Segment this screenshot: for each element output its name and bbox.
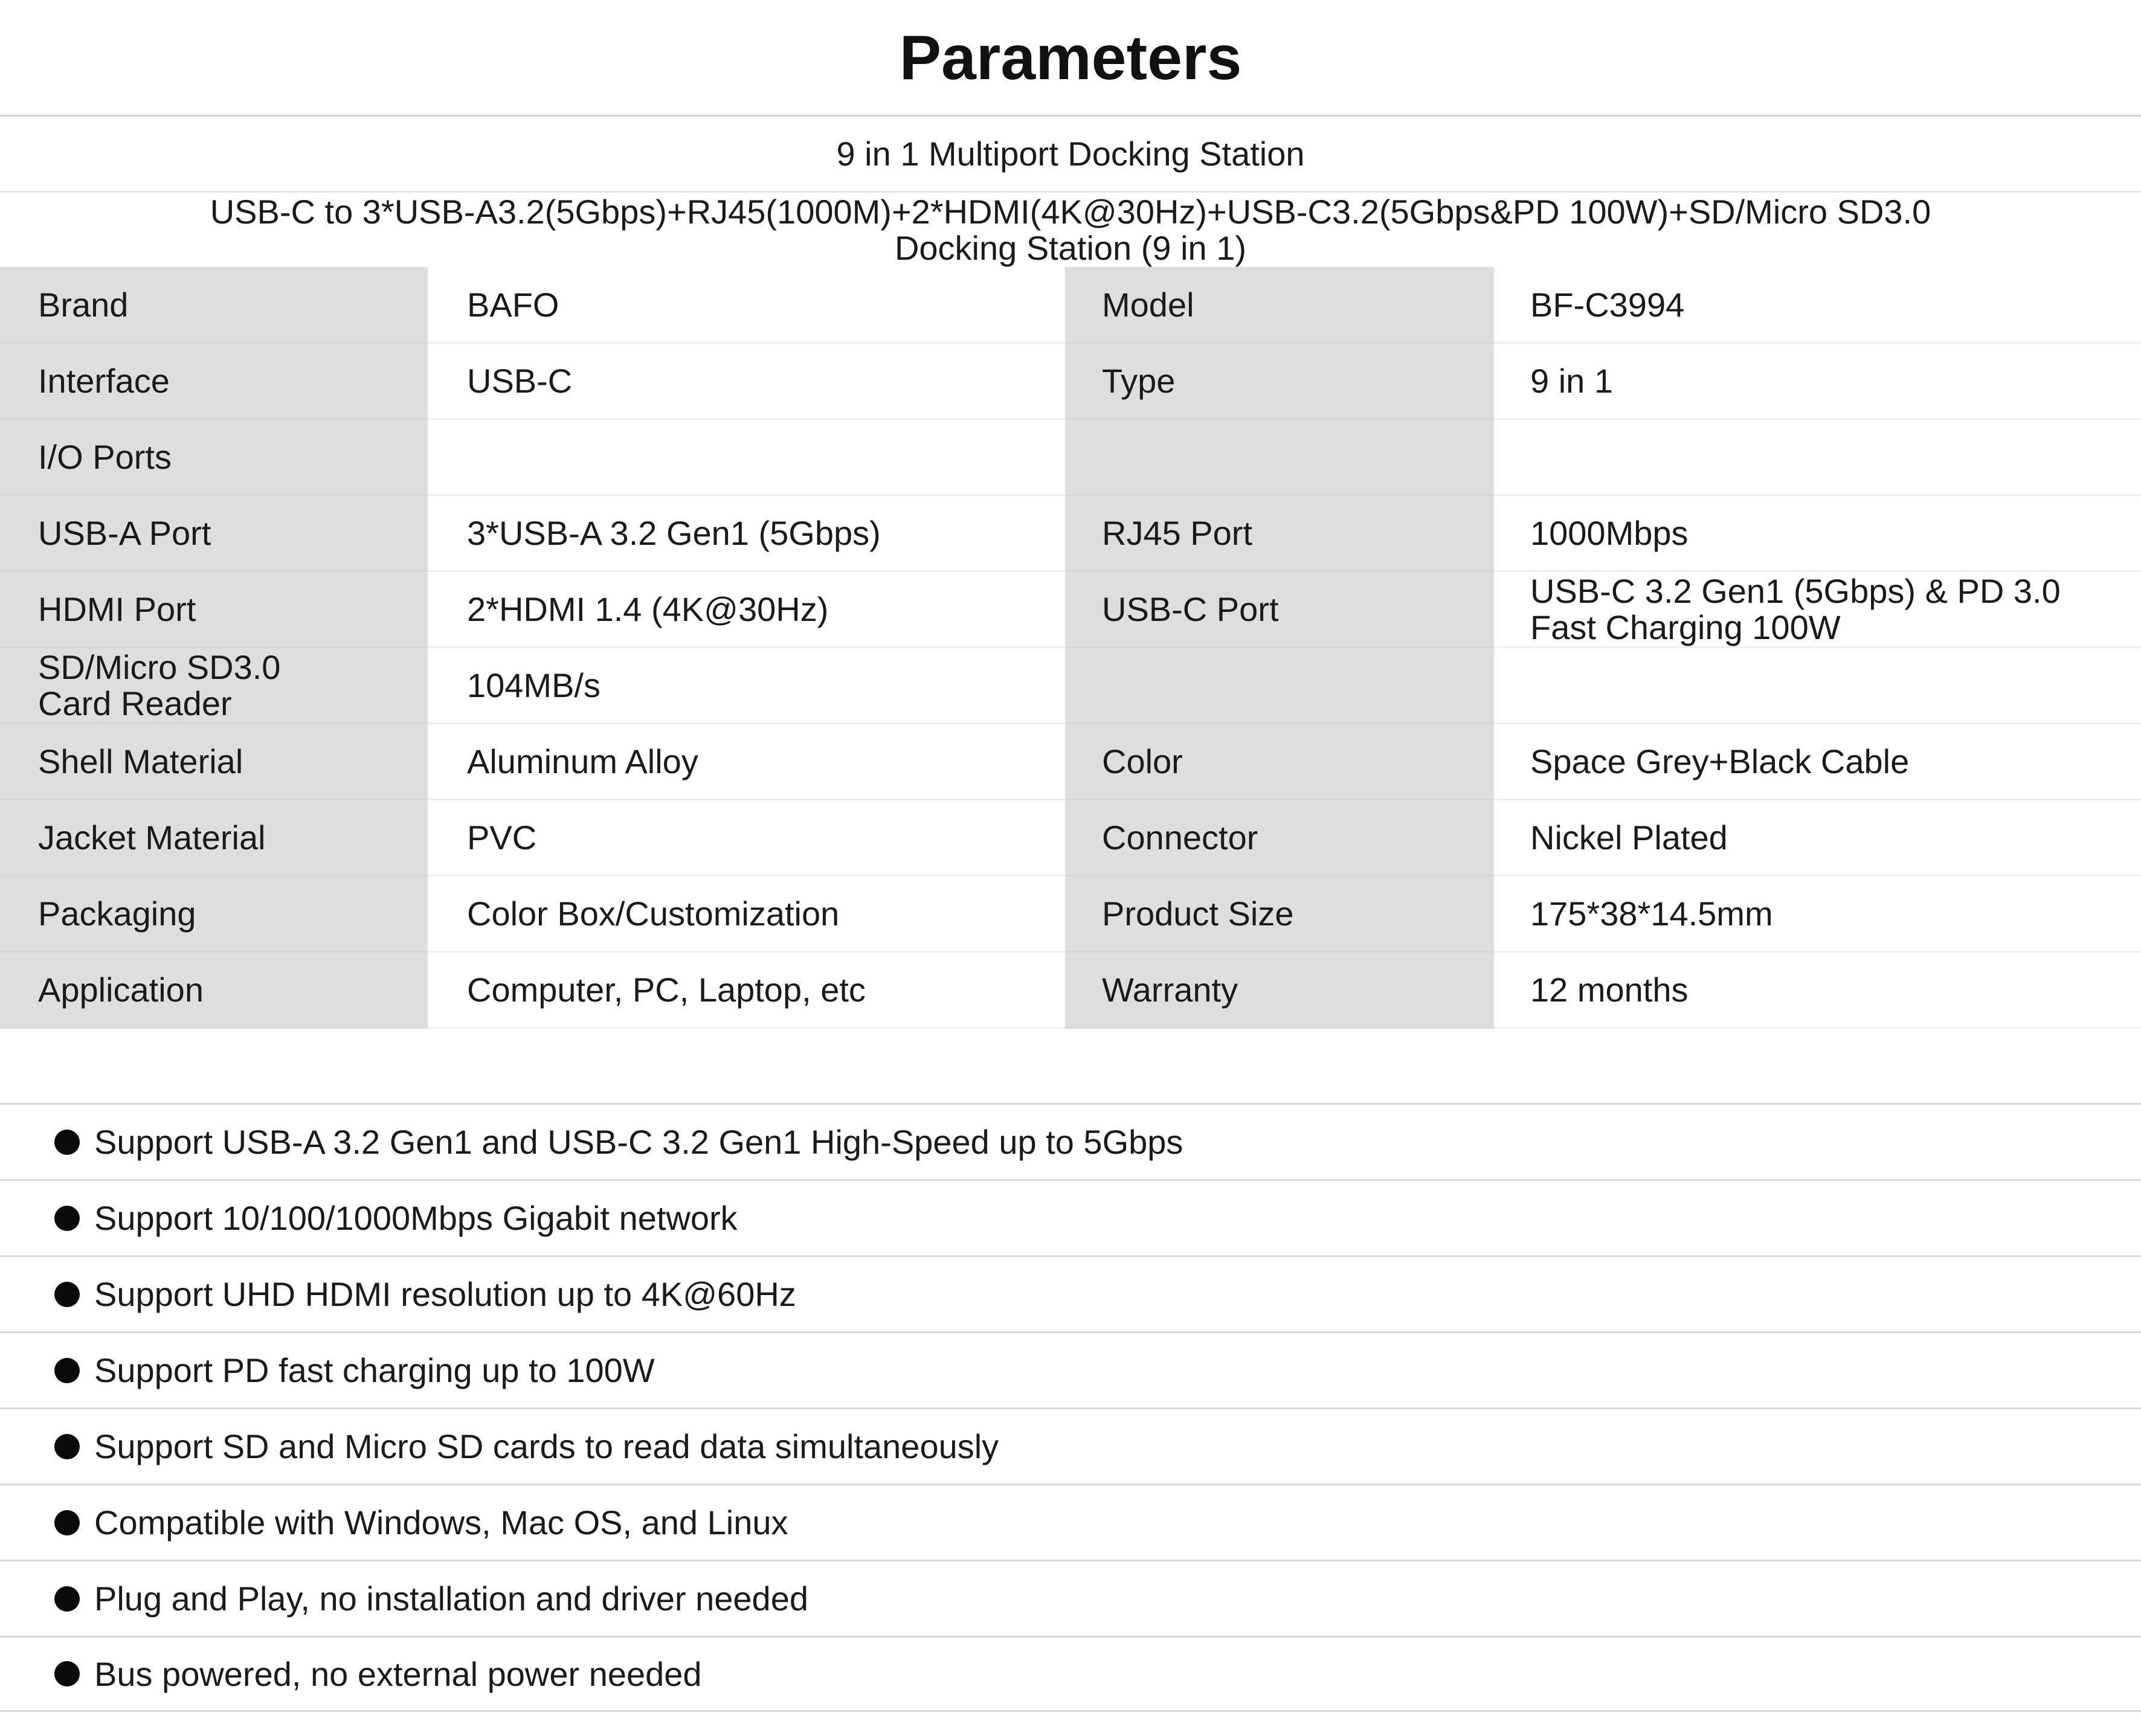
- spec-label-cell: [0, 419, 428, 495]
- feature-item: [0, 1636, 2141, 1712]
- spec-label: Color: [1102, 742, 1183, 780]
- product-description-line-1: USB-C to 3*USB-A3.2(5Gbps)+RJ45(1000M)+2*HDMI(4K@30Hz)+USB-C3.2(5Gbps&PD 100W)+SD/Micro SD3.0: [210, 192, 1931, 231]
- spec-label-cell: [0, 876, 428, 952]
- spec-label: Shell Material: [38, 742, 243, 780]
- row-divider: [428, 951, 1065, 953]
- row-divider: [428, 722, 1065, 724]
- row-divider: [428, 418, 1065, 420]
- spec-label-cell: [1065, 724, 1494, 800]
- spec-row: [0, 571, 2141, 648]
- feature-text: Support USB-A 3.2 Gen1 and USB-C 3.2 Gen1 High-Speed up to 5Gbps: [94, 1123, 1183, 1161]
- spec-label-cell: [1065, 876, 1494, 952]
- spec-label-cell: [1065, 419, 1494, 495]
- spec-value-cell: [1494, 952, 2141, 1028]
- spec-value-cell: [428, 571, 1065, 648]
- feature-text: Plug and Play, no installation and driver needed: [94, 1580, 808, 1618]
- row-divider: [1494, 722, 2141, 724]
- spec-label-cell: [1065, 267, 1494, 343]
- spec-value: USB-C 3.2 Gen1 (5Gbps) & PD 3.0: [1530, 572, 2061, 610]
- spec-row: [0, 343, 2141, 419]
- spec-label: I/O Ports: [38, 438, 172, 476]
- spec-label-cell: [0, 495, 428, 571]
- spec-value: 3*USB-A 3.2 Gen1 (5Gbps): [467, 514, 881, 552]
- spec-label-cell: [1065, 800, 1494, 876]
- spec-value: 1000Mbps: [1530, 514, 1689, 552]
- bullet-icon: [54, 1586, 80, 1612]
- row-divider: [428, 1027, 1065, 1029]
- spec-value-cell: [428, 267, 1065, 343]
- spec-table: [0, 267, 2141, 1028]
- spec-value-cell: [1494, 648, 2141, 724]
- spec-label: Warranty: [1102, 971, 1238, 1009]
- feature-item: [0, 1255, 2141, 1331]
- spec-value-cell: [428, 952, 1065, 1028]
- row-divider: [1494, 646, 2141, 648]
- spec-label: Type: [1102, 362, 1176, 400]
- spec-value: PVC: [467, 818, 537, 857]
- spec-value: 9 in 1: [1530, 362, 1613, 400]
- feature-item: [0, 1407, 2141, 1484]
- feature-item: [0, 1103, 2141, 1179]
- row-divider: [428, 342, 1065, 344]
- spec-value: Color Box/Customization: [467, 895, 840, 933]
- spec-label: Packaging: [38, 895, 196, 933]
- product-name: 9 in 1 Multiport Docking Station: [836, 135, 1305, 173]
- spec-label: Application: [38, 971, 204, 1009]
- spec-label-cell: [0, 952, 428, 1028]
- bullet-icon: [54, 1282, 80, 1307]
- feature-text: Support SD and Micro SD cards to read data simultaneously: [94, 1427, 999, 1465]
- spec-label-cell: [0, 724, 428, 800]
- product-name-row: [0, 117, 2141, 191]
- spec-row: [0, 952, 2141, 1028]
- spec-label-cell: [0, 343, 428, 419]
- spec-row: [0, 495, 2141, 571]
- spec-row: [0, 876, 2141, 952]
- spec-value: Fast Charging 100W: [1530, 608, 1841, 646]
- spec-value: 2*HDMI 1.4 (4K@30Hz): [467, 590, 829, 628]
- bullet-icon: [54, 1510, 80, 1535]
- spec-value-cell: [1494, 343, 2141, 419]
- spec-value-cell: [1494, 876, 2141, 952]
- row-divider: [1494, 418, 2141, 420]
- spec-label: SD/Micro SD3.0: [38, 648, 281, 686]
- spec-label: RJ45 Port: [1102, 514, 1252, 552]
- spec-label: USB-A Port: [38, 514, 211, 552]
- feature-list: [0, 1103, 2141, 1712]
- spec-value: USB-C: [467, 362, 573, 400]
- row-divider: [1494, 494, 2141, 496]
- row-divider: [1494, 875, 2141, 876]
- spec-label: Brand: [38, 286, 129, 324]
- row-divider: [428, 494, 1065, 496]
- spec-row: [0, 800, 2141, 876]
- bullet-icon: [54, 1661, 80, 1686]
- spec-value-cell: [428, 724, 1065, 800]
- spec-value-cell: [428, 343, 1065, 419]
- spec-value-cell: [428, 419, 1065, 495]
- spec-value: BF-C3994: [1530, 286, 1685, 324]
- bullet-icon: [54, 1206, 80, 1231]
- spec-label: Connector: [1102, 818, 1258, 857]
- spec-label: Interface: [38, 362, 170, 400]
- spec-label: Card Reader: [38, 684, 232, 722]
- spec-label-cell: [1065, 648, 1494, 724]
- feature-text: Support UHD HDMI resolution up to 4K@60Hz: [94, 1275, 796, 1313]
- spec-label-cell: [1065, 952, 1494, 1028]
- row-divider: [428, 646, 1065, 648]
- spec-value: BAFO: [467, 286, 559, 324]
- spec-value-cell: [1494, 571, 2141, 648]
- spec-value-cell: [1494, 267, 2141, 343]
- bullet-icon: [54, 1358, 80, 1383]
- feature-text: Bus powered, no external power needed: [94, 1654, 702, 1693]
- spec-label-cell: [0, 267, 428, 343]
- spec-value-cell: [1494, 419, 2141, 495]
- product-description-line-2: Docking Station (9 in 1): [894, 228, 1247, 267]
- spec-value-cell: [428, 800, 1065, 876]
- row-divider: [428, 570, 1065, 572]
- spec-value: 175*38*14.5mm: [1530, 895, 1773, 933]
- feature-item: [0, 1331, 2141, 1407]
- spec-value-cell: [1494, 724, 2141, 800]
- spec-label: Product Size: [1102, 895, 1294, 933]
- feature-item: [0, 1484, 2141, 1560]
- spec-row: [0, 267, 2141, 343]
- page-title: Parameters: [899, 22, 1242, 93]
- row-divider: [1494, 342, 2141, 344]
- spec-label-cell: [1065, 495, 1494, 571]
- spec-row: [0, 724, 2141, 800]
- spec-value: Nickel Plated: [1530, 818, 1728, 857]
- spec-label: HDMI Port: [38, 590, 196, 628]
- spec-label: Jacket Material: [38, 818, 266, 857]
- spec-value-cell: [1494, 800, 2141, 876]
- spec-label: USB-C Port: [1102, 590, 1279, 628]
- feature-text: Compatible with Windows, Mac OS, and Linux: [94, 1503, 788, 1542]
- spec-value-cell: [428, 495, 1065, 571]
- spec-value-cell: [428, 648, 1065, 724]
- bullet-icon: [54, 1434, 80, 1459]
- feature-text: Support PD fast charging up to 100W: [94, 1351, 655, 1389]
- spec-label-cell: [1065, 571, 1494, 648]
- feature-text: Support 10/100/1000Mbps Gigabit network: [94, 1199, 738, 1237]
- product-description-row: [0, 193, 2141, 267]
- row-divider: [428, 799, 1065, 800]
- spec-label-cell: [1065, 343, 1494, 419]
- spec-value: Computer, PC, Laptop, etc: [467, 971, 866, 1009]
- spec-label-cell: [0, 648, 428, 724]
- spec-value: Aluminum Alloy: [467, 742, 698, 780]
- spec-value-cell: [1494, 495, 2141, 571]
- row-divider: [428, 875, 1065, 876]
- feature-item: [0, 1179, 2141, 1255]
- spec-value-cell: [428, 876, 1065, 952]
- feature-item: [0, 1560, 2141, 1636]
- spec-value: 104MB/s: [467, 666, 600, 704]
- bullet-icon: [54, 1130, 80, 1155]
- row-divider: [1494, 799, 2141, 800]
- row-divider: [1494, 570, 2141, 572]
- row-divider: [1494, 1027, 2141, 1029]
- row-divider: [1494, 951, 2141, 953]
- spec-value: Space Grey+Black Cable: [1530, 742, 1910, 780]
- spec-value: 12 months: [1530, 971, 1689, 1009]
- spec-label-cell: [0, 800, 428, 876]
- spec-row: [0, 419, 2141, 495]
- spec-label-cell: [0, 571, 428, 648]
- spec-label: Model: [1102, 286, 1194, 324]
- spec-row: [0, 648, 2141, 724]
